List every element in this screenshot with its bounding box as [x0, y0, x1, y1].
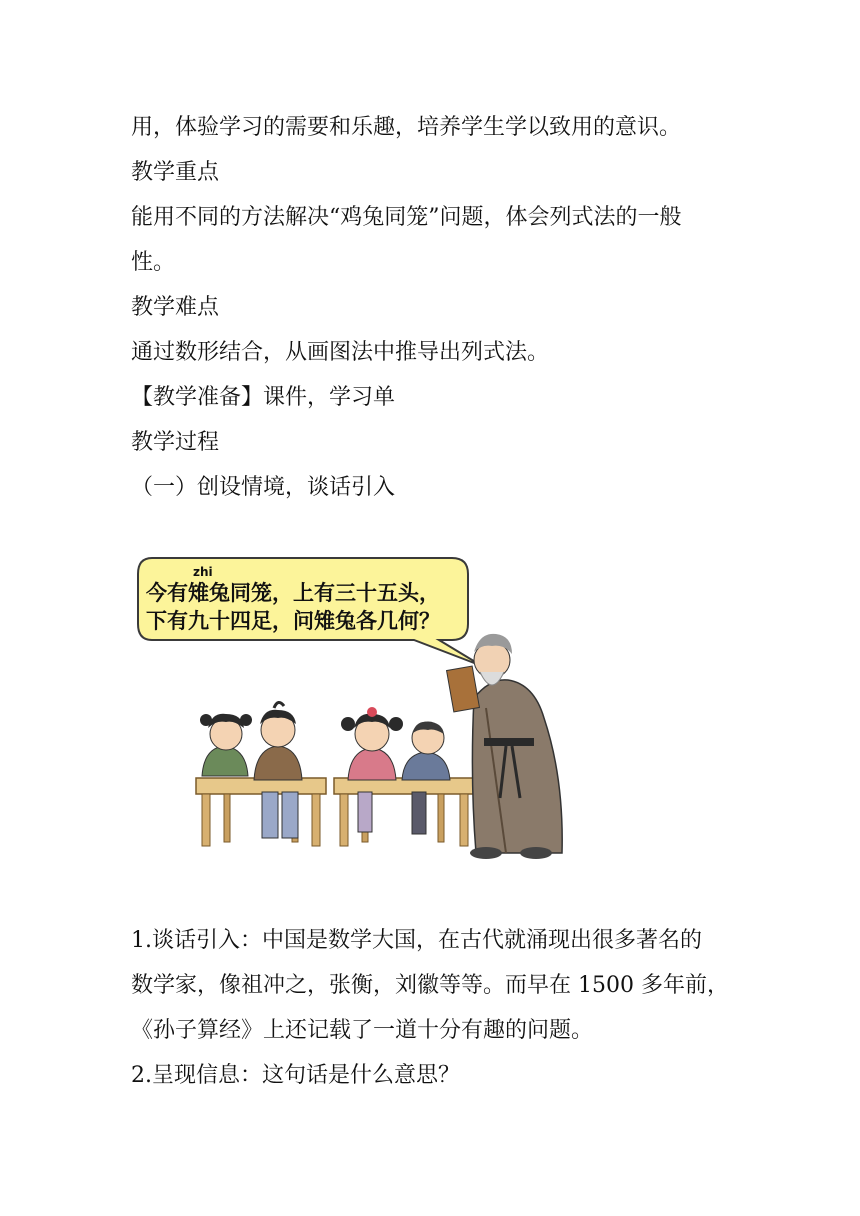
speech-line-2: 下有九十四足，问雉兔各几何？ [146, 609, 440, 633]
speech-line-1: 今有雉兔同笼，上有三十五头， [146, 581, 440, 605]
heading-key-points: 教学重点 [131, 160, 220, 185]
desk-left [196, 778, 326, 846]
desk-right [334, 778, 474, 846]
classroom-illustration [134, 548, 574, 873]
student-figure-2 [254, 702, 302, 838]
text-line-1: 用，体验学习的需要和乐趣，培养学生学以致用的意识。 [131, 115, 682, 140]
heading-section-one: （一）创设情境，谈话引入 [131, 475, 396, 500]
pinyin-label: zhi [193, 565, 213, 579]
student-figure-3 [341, 707, 403, 832]
text-line-intro-1: 1.谈话引入：中国是数学大国，在古代就涌现出很多著名的 [131, 928, 702, 953]
text-line-intro-3: 《孙子算经》上还记载了一道十分有趣的问题。 [131, 1018, 594, 1043]
text-line-key-points-cont: 性。 [131, 250, 176, 275]
text-line-intro-2: 数学家，像祖冲之，张衡，刘徽等等。而早在 1500 多年前， [131, 973, 729, 998]
text-line-present-info: 2.呈现信息：这句话是什么意思？ [131, 1063, 460, 1088]
text-line-preparation: 【教学准备】课件，学习单 [131, 385, 396, 410]
student-figure-1 [200, 714, 252, 776]
text-line-key-points: 能用不同的方法解决“鸡兔同笼”问题，体会列式法的一般 [131, 205, 682, 230]
heading-process: 教学过程 [131, 430, 220, 455]
text-line-difficulties: 通过数形结合，从画图法中推导出列式法。 [131, 340, 550, 365]
speech-bubble [138, 558, 482, 666]
heading-difficulties: 教学难点 [131, 295, 220, 320]
